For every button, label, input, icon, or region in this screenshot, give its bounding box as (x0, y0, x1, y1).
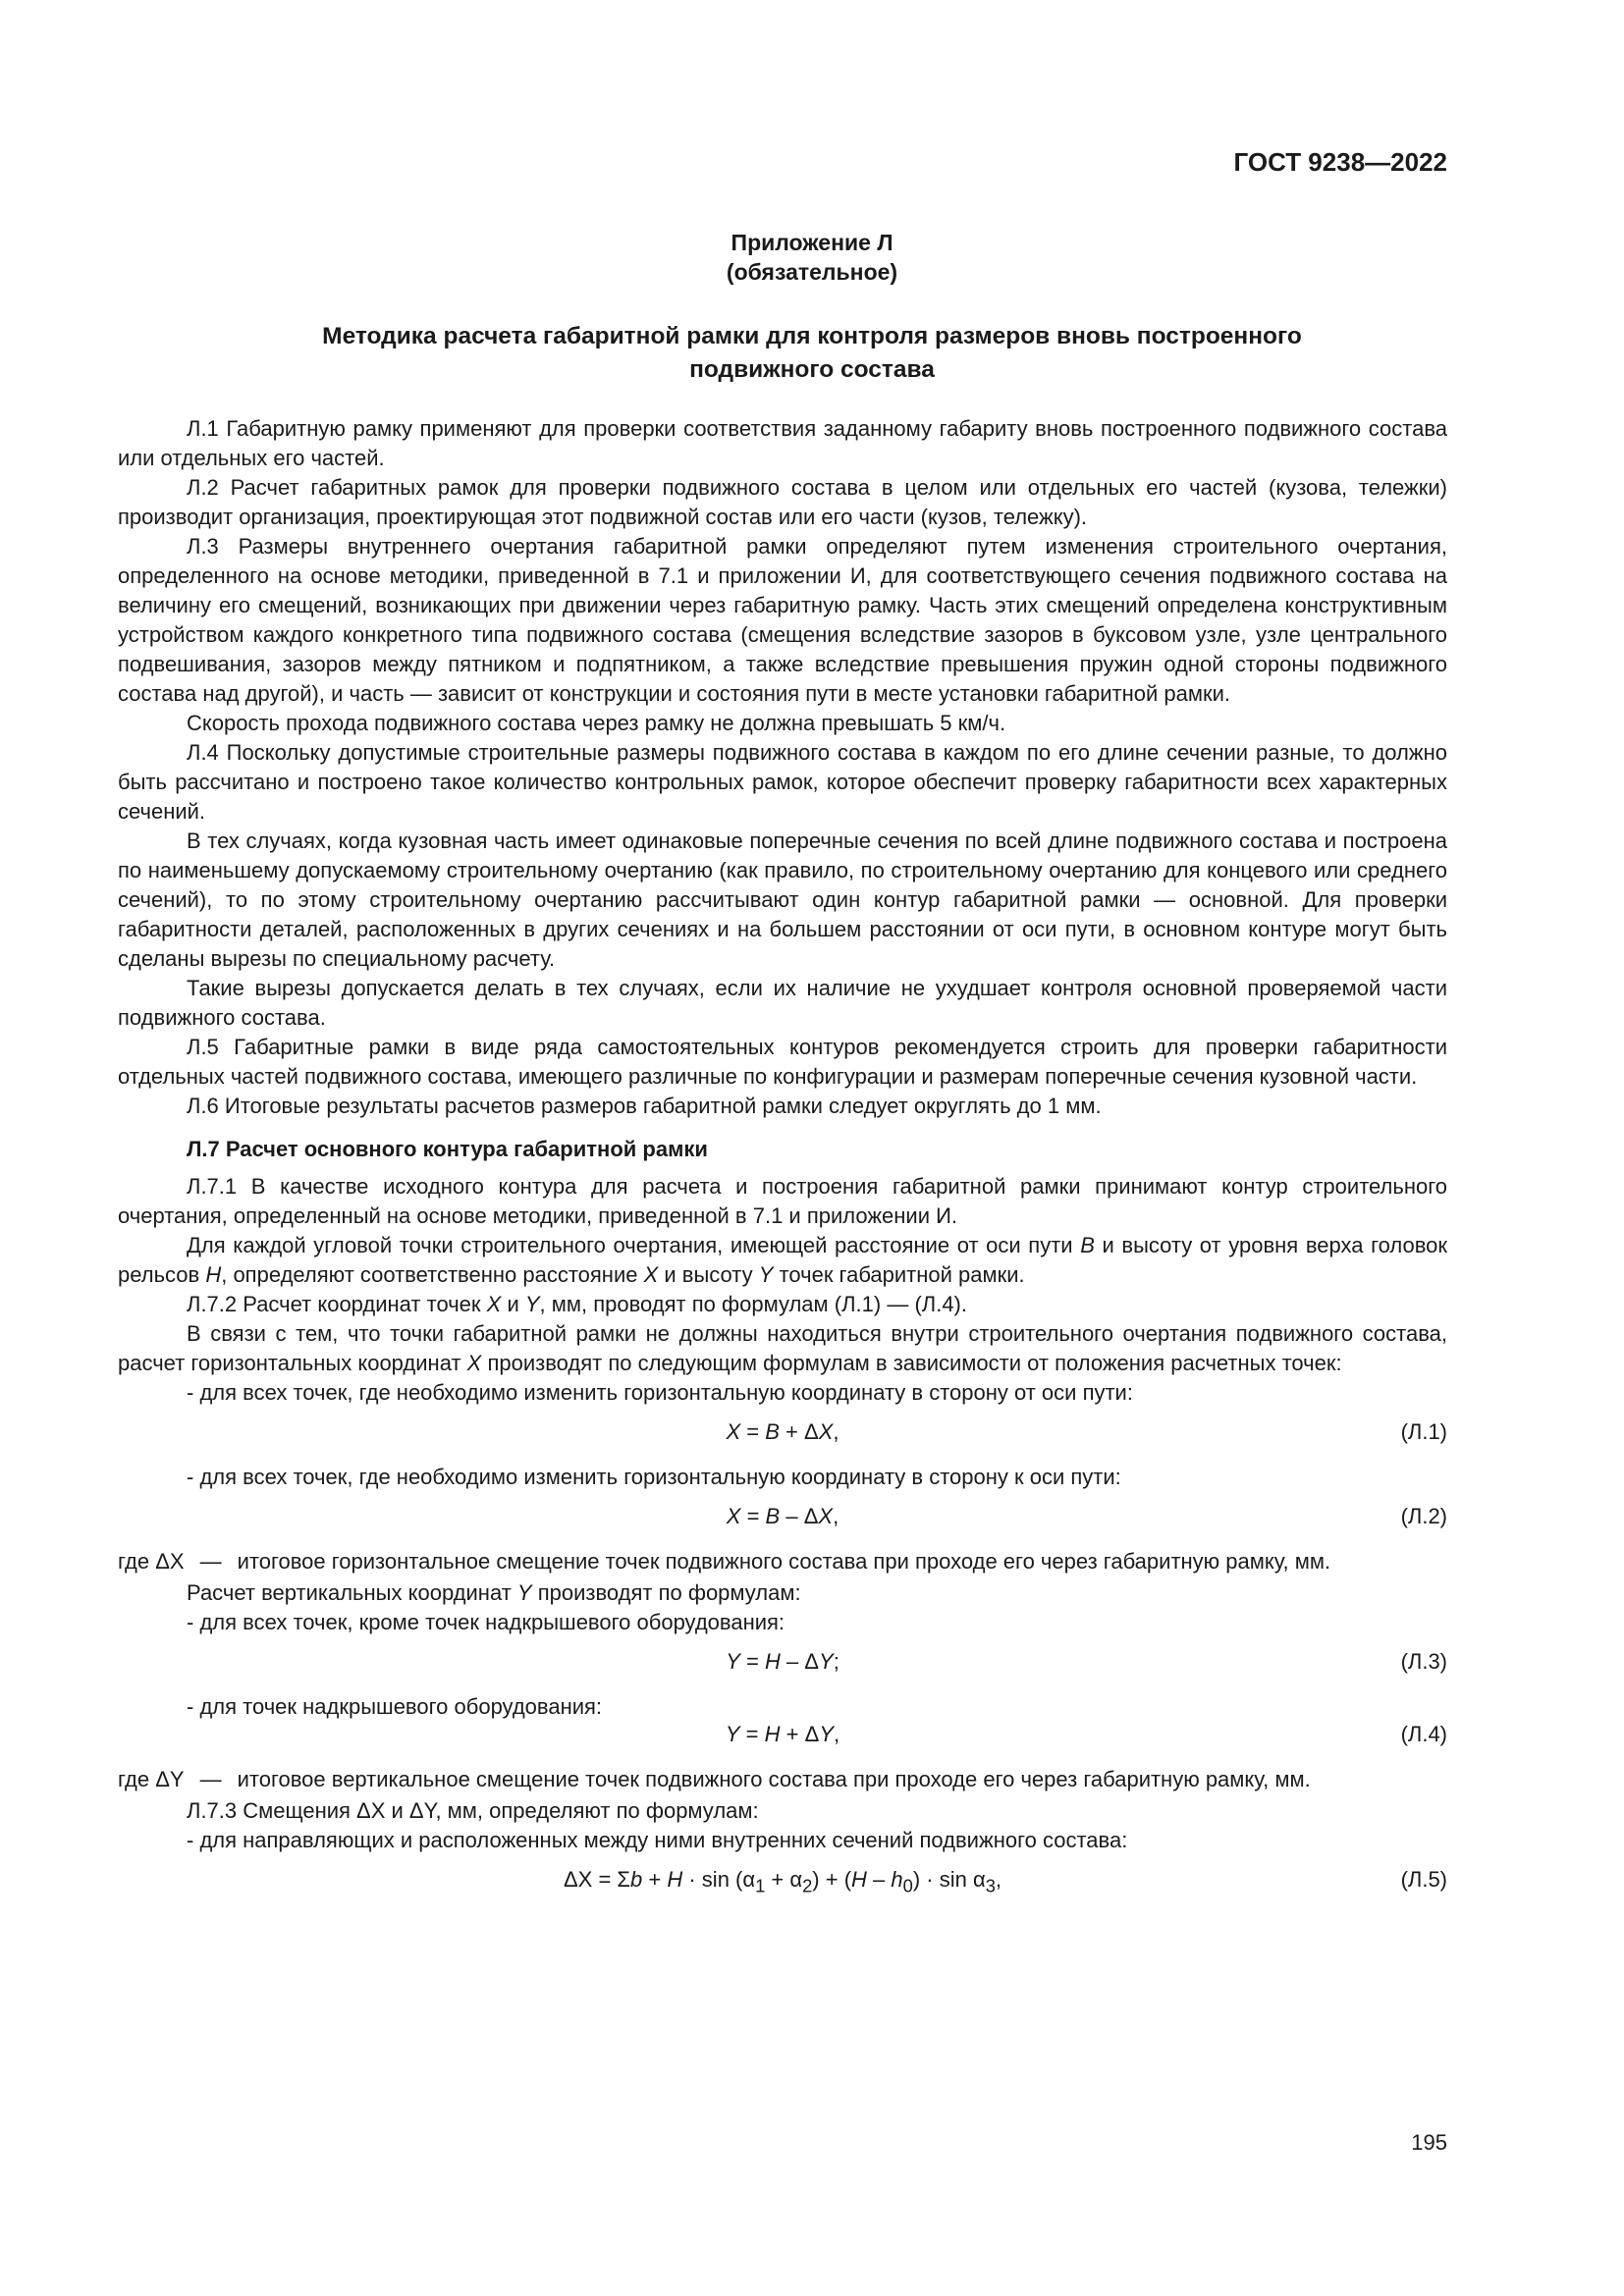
where-symbol: где ΔY (118, 1767, 185, 1791)
annex-title: Приложение Л (731, 230, 893, 255)
formula-expression: X = B + ΔX, (726, 1419, 839, 1444)
where-delta-y: где ΔY — итоговое вертикальное смещение точек подвижного состава при проходе его через габаритную рамку, мм. (118, 1765, 1447, 1794)
paragraph-l4: Л.4 Поскольку допустимые строительные размеры подвижного состава в каждом по его длине сечении разные, то должно быть рассчитано и построено такое количество контрольных рамок, которое обеспечит проверку габаритности всех характерных сечений. (118, 740, 1447, 824)
formula-expression: Y = H + ΔY, (725, 1722, 840, 1746)
formula-number: (Л.5) (1400, 1867, 1447, 1892)
list-item-roof-equipment: - для точек надкрышевого оборудования: (187, 1694, 603, 1719)
paragraph-l7-2: Л.7.2 Расчет координат точек X и Y, мм, проводят по формулам (Л.1) — (Л.4). (187, 1292, 967, 1316)
formula-number: (Л.2) (1400, 1504, 1447, 1528)
paragraph-l7-1: Л.7.1 В качестве исходного контура для расчета и построения габаритной рамки принимают контур строительного очертания, определенный на основе методики, приведенной в 7.1 и приложении И. (118, 1174, 1447, 1228)
list-item-toward-axis: - для всех точек, где необходимо изменить горизонтальную координату в сторону к оси пути: (187, 1465, 1121, 1489)
paragraph-l7-3: Л.7.3 Смещения ΔX и ΔY, мм, определяют по формулам: (187, 1798, 759, 1823)
where-delta-x: где ΔX — итоговое горизонтальное смещение точек подвижного состава при проходе его через габаритную рамку, мм. (118, 1547, 1447, 1576)
list-item-away-from-axis: - для всех точек, где необходимо изменить горизонтальную координату в сторону от оси пути: (187, 1380, 1133, 1405)
paragraph-horizontal-coords: В связи с тем, что точки габаритной рамки не должны находиться внутри строительного очертания подвижного состава, расчет горизонтальных координат X производят по следующим формулам в зависимости от положения расчетных точек: (118, 1321, 1447, 1375)
formula-l4 (118, 1714, 1447, 1757)
section-title-line-1: Методика расчета габаритной рамки для контроля размеров вновь построенного (322, 323, 1302, 349)
paragraph-corner-points: Для каждой угловой точки строительного очертания, имеющей расстояние от оси пути B и высоту от уровня верха головок рельсов H, определяют соответственно расстояние X и высоту Y точек габаритной рамки. (118, 1233, 1447, 1287)
paragraph-l4-cutouts: Такие вырезы допускается делать в тех случаях, если их наличие не ухудшает контроля основной проверяемой части подвижного состава. (118, 976, 1447, 1030)
formula-l2 (118, 1496, 1447, 1539)
formula-number: (Л.4) (1400, 1722, 1447, 1746)
annex-status: (обязательное) (726, 259, 898, 285)
paragraph-l4-cases: В тех случаях, когда кузовная часть имеет одинаковые поперечные сечения по всей длине подвижного состава и построена по наименьшему допускаемому строительному очертанию (как правило, по строительному очертанию для концевого или среднего сечений), то по этому строительному очертанию рассчитывают один контур габаритной рамки — основной. Для проверки габаритности деталей, расположенных в других сечениях и на большем расстоянии от оси пути, в основном контуре могут быть сделаны вырезы по специальному расчету. (118, 828, 1447, 971)
formula-l1 (118, 1412, 1447, 1455)
formula-number: (Л.3) (1400, 1649, 1447, 1674)
where-symbol: где ΔX (118, 1549, 185, 1574)
paragraph-speed: Скорость прохода подвижного состава через рамку не должна превышать 5 км/ч. (187, 711, 1006, 735)
subsection-heading-l7: Л.7 Расчет основного контура габаритной рамки (187, 1137, 708, 1161)
section-title-line-2: подвижного состава (689, 356, 935, 383)
paragraph-l3: Л.3 Размеры внутреннего очертания габаритной рамки определяют путем изменения строительного очертания, определенного на основе методики, приведенной в 7.1 и приложении И, для соответствующего сечения подвижного состава на величину его смещений, возникающих при движении через габаритную рамку. Часть этих смещений определена конструктивным устройством каждого конкретного типа подвижного состава (смещения вследствие зазоров в буксовом узле, узле центрального подвешивания, зазоров между пятником и подпятником, а также вследствие превышения пружин одной стороны подвижного состава над другой), и часть — зависит от конструкции и состояния пути в месте установки габаритной рамки. (118, 534, 1447, 706)
where-description: итоговое горизонтальное смещение точек подвижного состава при проходе его через габаритную рамку, мм. (237, 1549, 1331, 1574)
paragraph-l2: Л.2 Расчет габаритных рамок для проверки подвижного состава в целом или отдельных его частей (кузова, тележки) производит организация, проектирующая этот подвижной состав или его части (кузов, тележку). (118, 475, 1447, 529)
where-description: итоговое вертикальное смещение точек подвижного состава при проходе его через габаритную рамку, мм. (237, 1767, 1311, 1791)
annex-heading (0, 228, 1624, 287)
section-title (0, 320, 1624, 387)
paragraph-vertical-coords: Расчет вертикальных координат Y производят по формулам: (187, 1580, 801, 1605)
paragraph-l6: Л.6 Итоговые результаты расчетов размеров габаритной рамки следует округлять до 1 мм. (187, 1094, 1102, 1118)
formula-l5 (118, 1859, 1447, 1902)
paragraph-l5: Л.5 Габаритные рамки в виде ряда самостоятельных контуров рекомендуется строить для проверки габаритности отдельных частей подвижного состава, имеющего различные по конфигурации и размерам поперечные сечения кузовной части. (118, 1035, 1447, 1089)
formula-expression: $\Delta X = \Sigma b + H \cdot \sin (\alpha_1 + \alpha_2) + (H - h_0) \cdot \sin \alpha_3$, (563, 1867, 1002, 1896)
page-number: 195 (1411, 2130, 1447, 2155)
list-item-except-roof: - для всех точек, кроме точек надкрышевого оборудования: (187, 1610, 785, 1634)
formula-expression: Y = H – ΔY; (726, 1649, 839, 1674)
formula-expression: X = B – ΔX, (726, 1504, 839, 1528)
list-item-guiding-sections: - для направляющих и расположенных между ними внутренних сечений подвижного состава: (187, 1828, 1128, 1852)
paragraph-l1: Л.1 Габаритную рамку применяют для проверки соответствия заданному габариту вновь построенного подвижного состава или отдельных его частей. (118, 416, 1447, 470)
document-body (118, 414, 1447, 1910)
formula-number: (Л.1) (1400, 1419, 1447, 1444)
standard-header: ГОСТ 9238—2022 (1233, 147, 1447, 177)
formula-l3 (118, 1641, 1447, 1684)
